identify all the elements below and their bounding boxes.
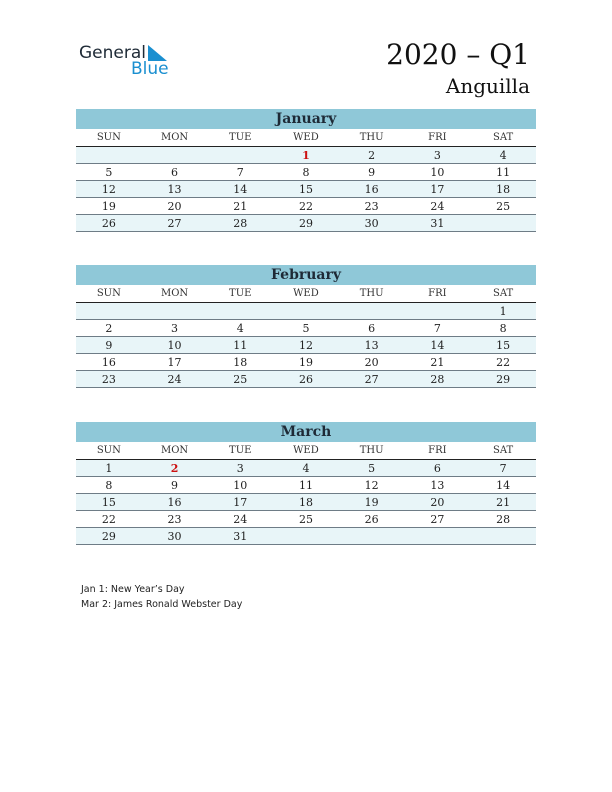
day-cell: 26 [273,371,339,388]
empty-day-cell [142,303,208,320]
day-cell: 15 [273,181,339,198]
day-cell: 2 [76,320,142,337]
day-cell: 3 [142,320,208,337]
day-cell: 10 [142,337,208,354]
day-cell: 11 [470,164,536,181]
holiday-notes [81,582,242,612]
weekday-label: SAT [470,129,536,147]
day-cell: 11 [207,337,273,354]
weekday-label: TUE [207,442,273,460]
week-row [76,528,536,545]
day-cell: 14 [405,337,471,354]
day-cell: 19 [339,494,405,511]
day-cell: 16 [142,494,208,511]
day-cell: 11 [273,477,339,494]
weekday-label: THU [339,285,405,303]
weekday-label: FRI [405,442,471,460]
weekday-label: TUE [207,129,273,147]
day-cell: 17 [142,354,208,371]
empty-day-cell [405,303,471,320]
week-row [76,371,536,388]
day-cell: 12 [76,181,142,198]
day-cell: 14 [207,181,273,198]
week-row [76,460,536,477]
week-row [76,477,536,494]
day-cell: 27 [339,371,405,388]
empty-day-cell [339,303,405,320]
day-cell: 31 [405,215,471,232]
day-cell: 15 [76,494,142,511]
week-row [76,320,536,337]
day-cell: 22 [76,511,142,528]
weekday-label: MON [142,285,208,303]
day-cell: 18 [273,494,339,511]
empty-day-cell [273,303,339,320]
day-cell: 20 [405,494,471,511]
day-cell: 20 [339,354,405,371]
empty-day-cell [273,528,339,545]
day-cell: 29 [76,528,142,545]
weekday-row [76,285,536,303]
holiday-day-cell: 2 [142,460,208,477]
day-cell: 10 [207,477,273,494]
weekday-label: MON [142,129,208,147]
week-row [76,164,536,181]
day-cell: 12 [339,477,405,494]
day-cell: 2 [339,147,405,164]
day-cell: 31 [207,528,273,545]
day-cell: 1 [76,460,142,477]
weekday-label: SAT [470,285,536,303]
day-cell: 20 [142,198,208,215]
weekday-label: THU [339,129,405,147]
weekday-label: THU [339,442,405,460]
weekday-label: SUN [76,442,142,460]
day-cell: 6 [405,460,471,477]
day-cell: 9 [76,337,142,354]
day-cell: 28 [470,511,536,528]
week-row [76,198,536,215]
day-cell: 3 [405,147,471,164]
day-cell: 13 [405,477,471,494]
day-cell: 25 [273,511,339,528]
month-block-february [76,265,536,388]
day-cell: 5 [339,460,405,477]
day-cell: 4 [273,460,339,477]
weekday-label: WED [273,129,339,147]
day-cell: 9 [142,477,208,494]
day-cell: 19 [76,198,142,215]
weekday-label: WED [273,285,339,303]
weekday-label: SAT [470,442,536,460]
empty-day-cell [405,528,471,545]
day-cell: 23 [339,198,405,215]
week-row [76,511,536,528]
day-cell: 27 [142,215,208,232]
empty-day-cell [470,215,536,232]
empty-day-cell [207,303,273,320]
day-cell: 25 [470,198,536,215]
day-cell: 8 [470,320,536,337]
weekday-label: MON [142,442,208,460]
weekday-label: WED [273,442,339,460]
day-cell: 7 [405,320,471,337]
empty-day-cell [207,147,273,164]
month-header: February [76,265,536,285]
day-cell: 17 [207,494,273,511]
day-cell: 26 [76,215,142,232]
empty-day-cell [76,303,142,320]
day-cell: 6 [339,320,405,337]
day-cell: 23 [76,371,142,388]
month-block-january [76,109,536,232]
empty-day-cell [470,528,536,545]
page-title: 2020 – Q1 [386,38,530,71]
day-cell: 21 [470,494,536,511]
day-cell: 26 [339,511,405,528]
day-cell: 19 [273,354,339,371]
week-row [76,494,536,511]
day-cell: 23 [142,511,208,528]
weekday-label: FRI [405,285,471,303]
day-cell: 6 [142,164,208,181]
logo-blue-text: Blue [131,59,169,79]
logo-general-text: General [79,43,146,63]
day-cell: 14 [470,477,536,494]
empty-day-cell [76,147,142,164]
day-cell: 24 [142,371,208,388]
day-cell: 17 [405,181,471,198]
day-cell: 29 [470,371,536,388]
holiday-note: Jan 1: New Year’s Day [81,584,185,595]
day-cell: 24 [405,198,471,215]
day-cell: 18 [207,354,273,371]
day-cell: 1 [470,303,536,320]
day-cell: 27 [405,511,471,528]
day-cell: 22 [470,354,536,371]
weekday-label: TUE [207,285,273,303]
day-cell: 18 [470,181,536,198]
day-cell: 21 [207,198,273,215]
day-cell: 28 [405,371,471,388]
holiday-note: Mar 2: James Ronald Webster Day [81,599,243,610]
day-cell: 29 [273,215,339,232]
day-cell: 21 [405,354,471,371]
month-header: March [76,422,536,442]
week-row [76,181,536,198]
day-cell: 12 [273,337,339,354]
day-cell: 28 [207,215,273,232]
day-cell: 10 [405,164,471,181]
day-cell: 30 [142,528,208,545]
month-block-march [76,422,536,545]
weekday-label: SUN [76,285,142,303]
holiday-day-cell: 1 [273,147,339,164]
day-cell: 4 [470,147,536,164]
day-cell: 8 [273,164,339,181]
day-cell: 7 [207,164,273,181]
day-cell: 25 [207,371,273,388]
empty-day-cell [339,528,405,545]
day-cell: 9 [339,164,405,181]
week-row [76,337,536,354]
week-row [76,147,536,164]
day-cell: 16 [339,181,405,198]
day-cell: 24 [207,511,273,528]
calendar-table [76,285,536,388]
day-cell: 7 [470,460,536,477]
weekday-row [76,442,536,460]
weekday-label: FRI [405,129,471,147]
calendar-table [76,442,536,545]
day-cell: 4 [207,320,273,337]
country-name: Anguilla [445,74,530,98]
month-header: January [76,109,536,129]
day-cell: 22 [273,198,339,215]
day-cell: 13 [339,337,405,354]
calendar-table [76,129,536,232]
week-row [76,215,536,232]
day-cell: 13 [142,181,208,198]
day-cell: 5 [76,164,142,181]
logo [79,40,179,80]
day-cell: 3 [207,460,273,477]
day-cell: 30 [339,215,405,232]
empty-day-cell [142,147,208,164]
day-cell: 8 [76,477,142,494]
weekday-row [76,129,536,147]
day-cell: 16 [76,354,142,371]
day-cell: 5 [273,320,339,337]
weekday-label: SUN [76,129,142,147]
week-row [76,303,536,320]
week-row [76,354,536,371]
day-cell: 15 [470,337,536,354]
